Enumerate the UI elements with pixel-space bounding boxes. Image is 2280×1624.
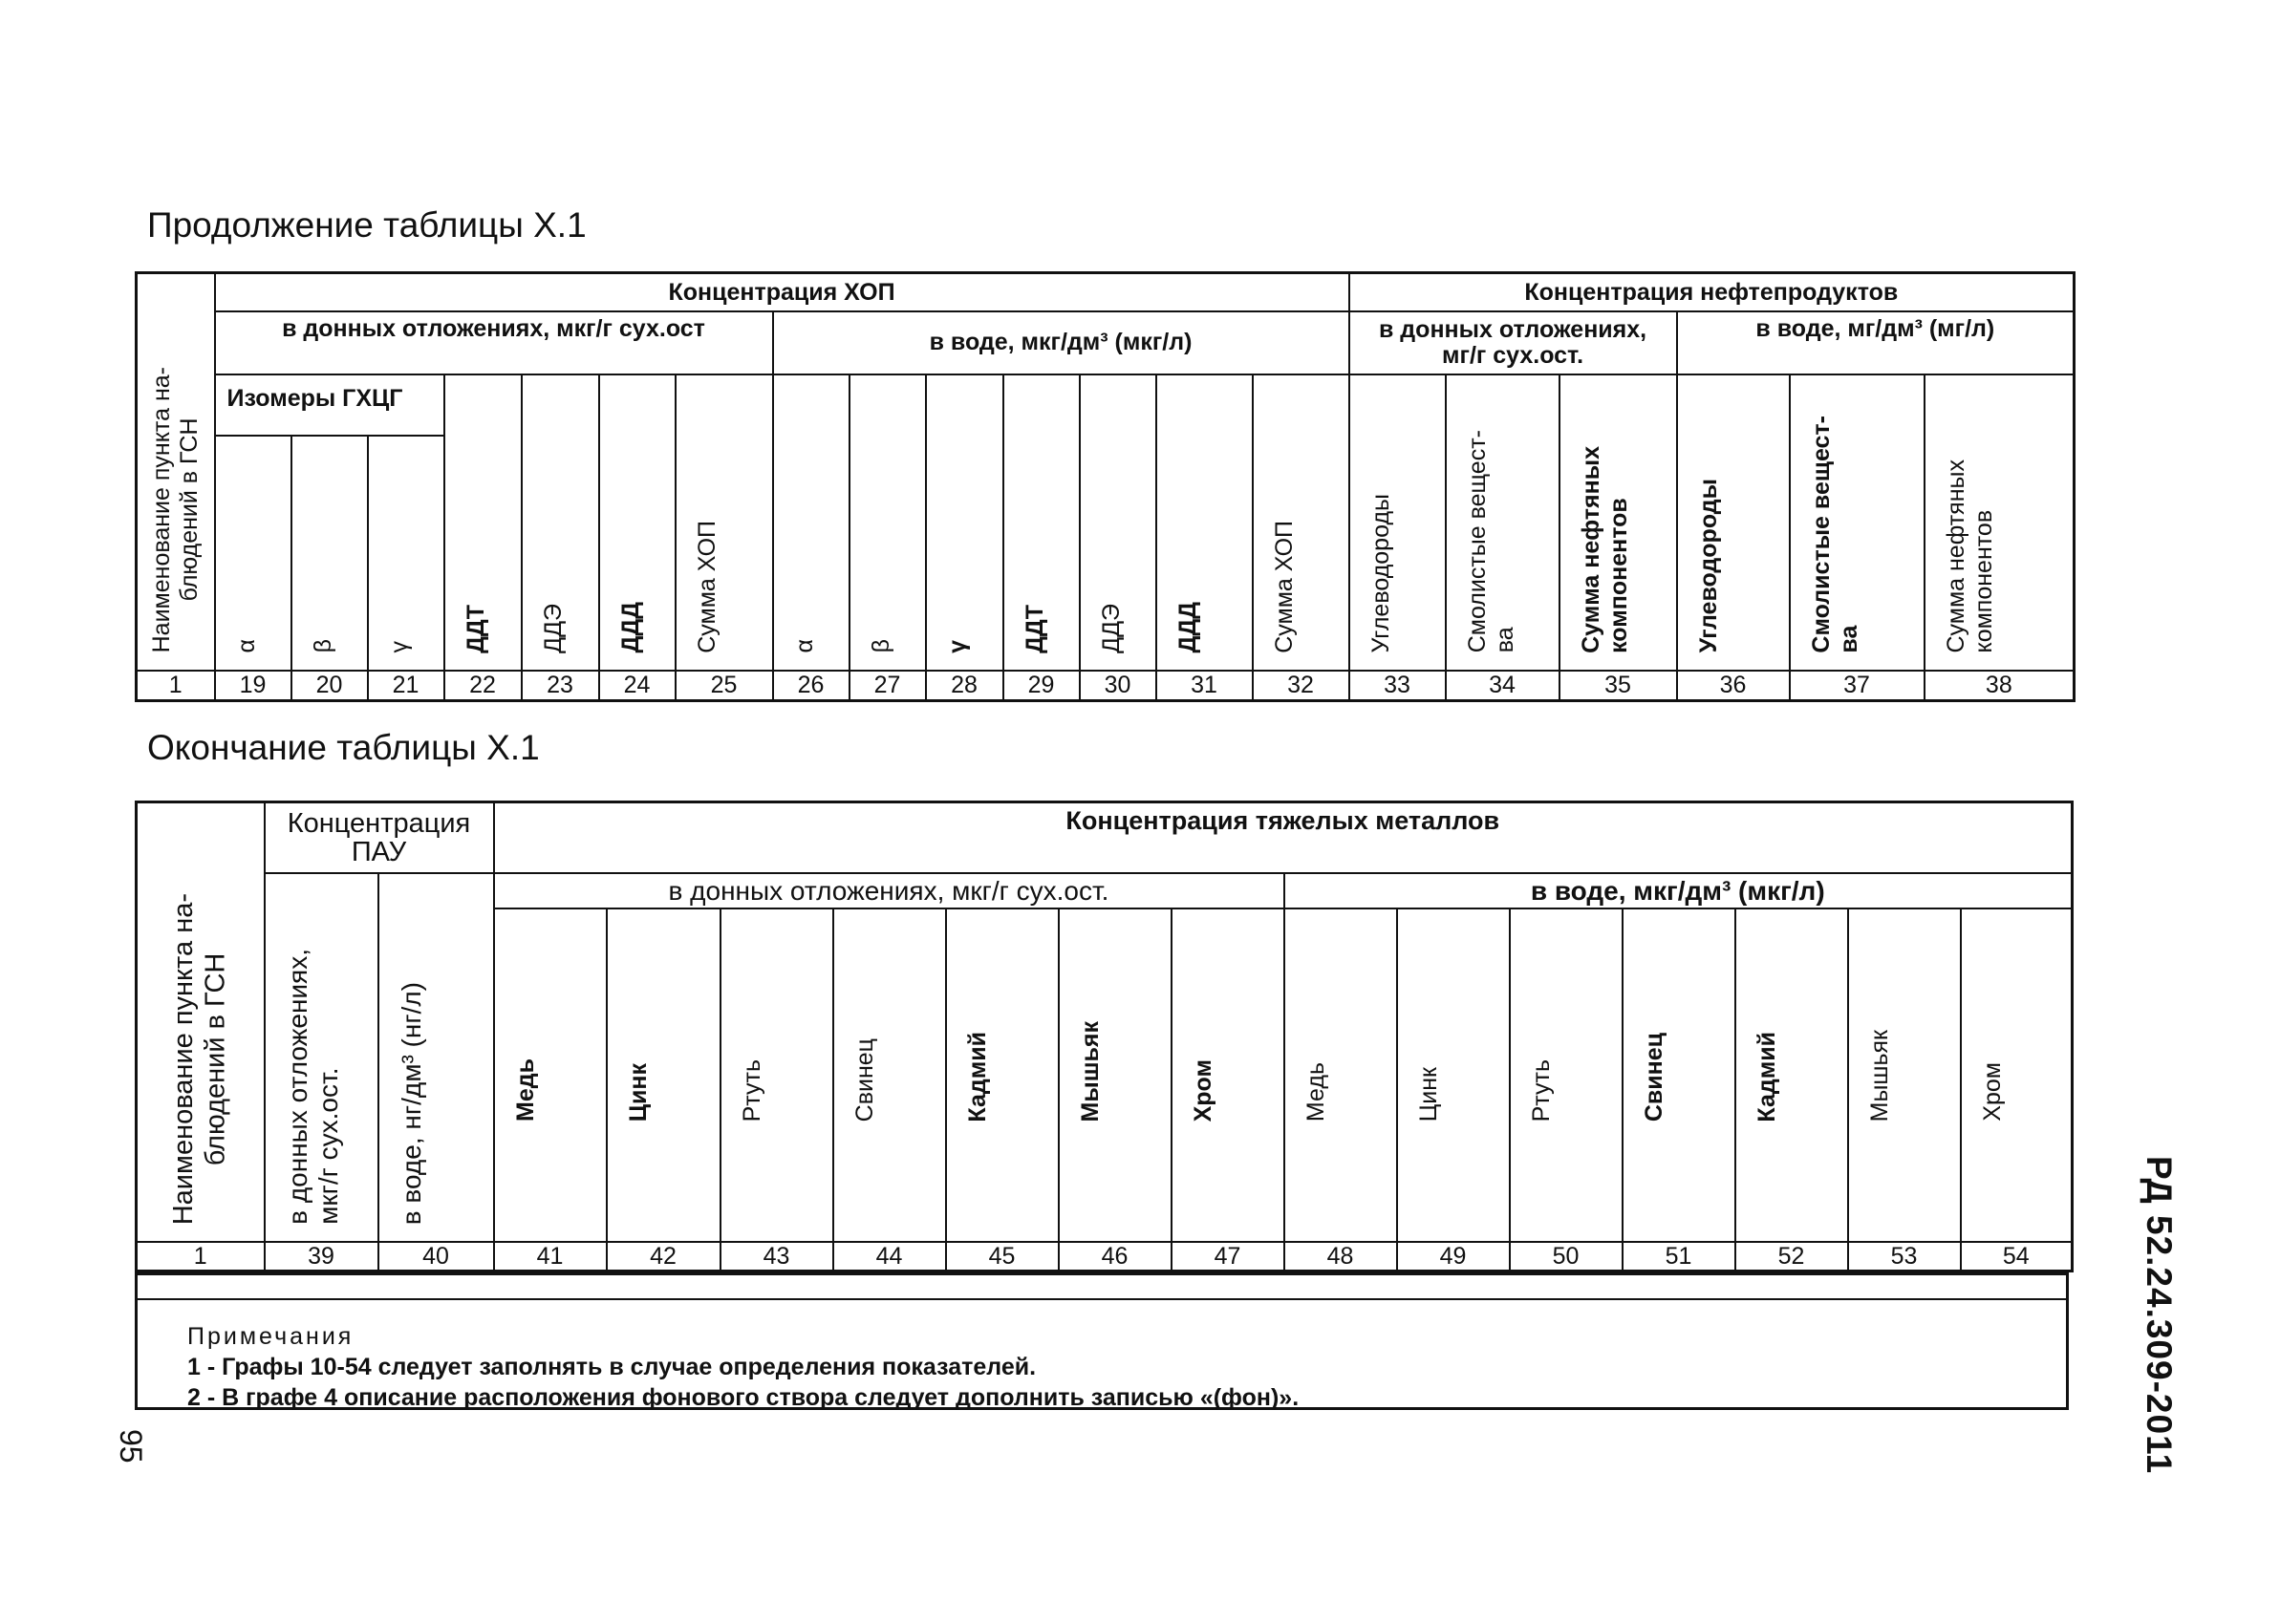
table-end-heading: Окончание таблицы Х.1 — [147, 728, 540, 767]
row-header-cell — [137, 802, 265, 1243]
column-number: 29 — [1003, 671, 1080, 701]
column-number: 28 — [926, 671, 1003, 701]
column-number: 36 — [1677, 671, 1790, 701]
hop-water-col-gamma — [926, 374, 1003, 671]
column-number: 50 — [1510, 1242, 1623, 1271]
col-label: Хром — [1189, 1058, 1216, 1122]
col-label: ДДД — [616, 602, 644, 653]
note-item: 1 - Графы 10-54 следует заполнять в случае определения показателей. — [187, 1354, 1037, 1380]
column-number: 52 — [1735, 1242, 1848, 1271]
column-number: 43 — [721, 1242, 833, 1271]
col-label: γ — [385, 641, 413, 653]
metals-concentration-header: Концентрация тяжелых металлов — [494, 802, 2073, 874]
column-number: 30 — [1080, 671, 1156, 701]
col-label: Медь — [511, 1058, 539, 1122]
hop-sed-col-beta — [291, 436, 368, 671]
oil-sediment-header: в донных отложениях, мг/г сух.ост. — [1349, 311, 1677, 374]
column-number: 47 — [1172, 1242, 1284, 1271]
metal-sed-col-lead — [833, 908, 946, 1243]
column-number: 35 — [1559, 671, 1677, 701]
col-label: в донных отложениях, мкг/г сух.ост. — [282, 949, 343, 1226]
col-label: Кадмий — [963, 1031, 991, 1122]
col-label: Ртуть — [738, 1058, 765, 1122]
metals-sediment-header: в донных отложениях, мкг/г сух.ост. — [494, 873, 1284, 908]
column-number: 26 — [773, 671, 850, 701]
col-label: Углеводороды — [1366, 494, 1394, 653]
column-number: 39 — [265, 1242, 378, 1271]
col-label: γ — [943, 639, 971, 653]
col-label: ДДД — [1173, 602, 1201, 653]
oil-water-col-sum — [1925, 374, 2075, 671]
col-label: Смолистые вещест- ва — [1463, 430, 1518, 653]
col-label: Цинк — [1414, 1066, 1442, 1122]
column-number: 40 — [378, 1242, 494, 1271]
col-label: Кадмий — [1753, 1031, 1780, 1122]
col-label: ДДЭ — [539, 603, 567, 653]
oil-sed-col-sum — [1559, 374, 1677, 671]
column-number: 27 — [850, 671, 926, 701]
oil-concentration-header: Концентрация нефтепродуктов — [1349, 273, 2075, 311]
oil-water-col-resins — [1790, 374, 1925, 671]
column-number: 38 — [1925, 671, 2075, 701]
col-label: Ртуть — [1527, 1058, 1555, 1122]
column-number: 24 — [599, 671, 676, 701]
column-number: 49 — [1397, 1242, 1510, 1271]
hop-water-col-ddd — [1156, 374, 1253, 671]
col-label: Сумма ХОП — [693, 520, 721, 653]
column-number: 37 — [1790, 671, 1925, 701]
metal-water-col-arsenic — [1848, 908, 1961, 1243]
col-label: Сумма нефтяных компонентов — [1942, 459, 1997, 653]
hop-sed-col-dde — [522, 374, 599, 671]
row-header-label: Наименование пункта на- блюдений в ГСН — [168, 892, 231, 1226]
column-number: 45 — [946, 1242, 1059, 1271]
hop-water-col-beta — [850, 374, 926, 671]
metal-sed-col-zinc — [607, 908, 721, 1243]
col-label: β — [309, 639, 336, 653]
col-label: Углеводороды — [1694, 479, 1722, 653]
col-label: ДДЭ — [1097, 603, 1125, 653]
page-number: 95 — [114, 1429, 148, 1464]
col-label: ДДТ — [462, 604, 489, 653]
metals-water-header: в воде, мкг/дм³ (мкг/л) — [1284, 873, 2073, 908]
column-number: 51 — [1623, 1242, 1735, 1271]
col-label: ДДТ — [1021, 604, 1048, 653]
column-number: 20 — [291, 671, 368, 701]
hop-water-col-ddt — [1003, 374, 1080, 671]
column-number: 19 — [215, 671, 291, 701]
column-number: 41 — [494, 1242, 607, 1271]
pau-water-col — [378, 873, 494, 1242]
col-label: Смолистые вещест- ва — [1807, 415, 1862, 653]
col-label: Медь — [1301, 1062, 1329, 1122]
metal-sed-col-mercury — [721, 908, 833, 1243]
metal-sed-col-copper — [494, 908, 607, 1243]
row-header-cell — [137, 273, 215, 671]
column-number: 31 — [1156, 671, 1253, 701]
oil-water-col-hydrocarbons — [1677, 374, 1790, 671]
column-number: 48 — [1284, 1242, 1397, 1271]
column-number: 22 — [444, 671, 522, 701]
col-label: Сумма ХОП — [1270, 520, 1298, 653]
hchg-isomers-header: Изомеры ГХЦГ — [215, 374, 444, 436]
notes-divider — [138, 1298, 2066, 1300]
pau-concentration-header: Концентрация ПАУ — [265, 802, 494, 874]
column-number: 44 — [833, 1242, 946, 1271]
metal-water-col-mercury — [1510, 908, 1623, 1243]
document-code: РД 52.24.309-2011 — [2140, 1156, 2179, 1475]
oil-sed-col-hydrocarbons — [1349, 374, 1446, 671]
table-continuation-heading: Продолжение таблицы Х.1 — [147, 205, 587, 245]
column-number: 53 — [1848, 1242, 1961, 1271]
hop-sed-col-gamma — [368, 436, 444, 671]
hop-concentration-header: Концентрация ХОП — [215, 273, 1349, 311]
metal-water-col-cadmium — [1735, 908, 1848, 1243]
metal-water-col-chromium — [1961, 908, 2073, 1243]
column-number: 54 — [1961, 1242, 2073, 1271]
metal-sed-col-chromium — [1172, 908, 1284, 1243]
column-number: 32 — [1253, 671, 1349, 701]
hop-sed-col-ddd — [599, 374, 676, 671]
column-number: 23 — [522, 671, 599, 701]
column-number: 46 — [1059, 1242, 1172, 1271]
col-label: Свинец — [1640, 1032, 1667, 1122]
hop-sed-col-sum — [676, 374, 773, 671]
hop-water-header: в воде, мкг/дм³ (мкг/л) — [773, 311, 1349, 374]
column-number: 34 — [1446, 671, 1559, 701]
col-label: Хром — [1978, 1062, 2006, 1122]
col-label: Цинк — [624, 1062, 652, 1122]
notes-box — [135, 1272, 2069, 1410]
col-label: Мышьяк — [1865, 1029, 1893, 1122]
hop-water-col-alpha — [773, 374, 850, 671]
col-label: Сумма нефтяных компонентов — [1577, 445, 1632, 653]
hop-water-col-dde — [1080, 374, 1156, 671]
column-number: 1 — [137, 671, 215, 701]
column-number: 25 — [676, 671, 773, 701]
metal-water-col-lead — [1623, 908, 1735, 1243]
hop-sed-col-alpha — [215, 436, 291, 671]
column-number: 1 — [137, 1242, 265, 1271]
metal-sed-col-arsenic — [1059, 908, 1172, 1243]
col-label: в воде, нг/дм³ (нг/л) — [396, 981, 426, 1226]
note-item: 2 - В графе 4 описание расположения фонового створа следует дополнить записью «(фон)». — [187, 1384, 1300, 1411]
column-number: 21 — [368, 671, 444, 701]
column-number: 33 — [1349, 671, 1446, 701]
pau-metals-concentration-table — [135, 801, 2074, 1272]
notes-title: Примечания — [187, 1323, 355, 1350]
metal-sed-col-cadmium — [946, 908, 1059, 1243]
oil-sed-col-resins — [1446, 374, 1559, 671]
column-number: 42 — [607, 1242, 721, 1271]
hop-sediment-header: в донных отложениях, мкг/г сух.ост — [215, 311, 773, 374]
col-label: Мышьяк — [1076, 1020, 1104, 1122]
hop-oil-concentration-table — [135, 271, 2076, 702]
col-label: α — [232, 639, 260, 653]
row-header-label: Наименование пункта на- блюдений в ГСН — [148, 367, 203, 653]
col-label: Свинец — [850, 1037, 878, 1122]
metal-water-col-copper — [1284, 908, 1397, 1243]
metal-water-col-zinc — [1397, 908, 1510, 1243]
hop-water-col-sum — [1253, 374, 1349, 671]
col-label: α — [790, 639, 818, 653]
oil-water-header: в воде, мг/дм³ (мг/л) — [1677, 311, 2075, 374]
hop-sed-col-ddt — [444, 374, 522, 671]
col-label: β — [867, 639, 894, 653]
pau-sediment-col — [265, 873, 378, 1242]
